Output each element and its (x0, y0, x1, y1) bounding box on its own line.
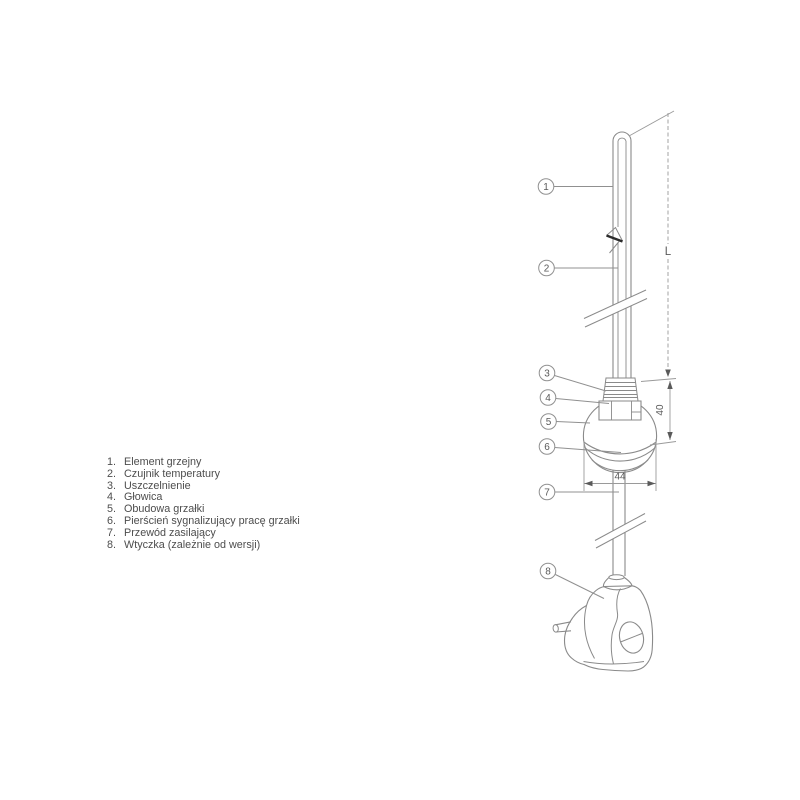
legend-item-label: Głowica (124, 491, 163, 504)
dimension-40-label: 40 (655, 404, 666, 416)
heating-element-tube (613, 132, 631, 380)
signal-ring-lower-edge (585, 448, 655, 461)
callout-2 (539, 260, 618, 276)
cord-break-symbol (595, 514, 646, 549)
legend-item-number: 1. (107, 456, 117, 468)
callout-5-number: 5 (545, 417, 552, 428)
callout-8-number: 8 (545, 566, 551, 578)
dimension-44 (584, 439, 656, 491)
legend-item-label: Uszczelnienie (124, 479, 191, 492)
legend-item-number: 4. (107, 491, 117, 504)
legend-item-number: 6. (107, 514, 117, 527)
legend-item-label: Wtyczka (zależnie od wersji) (124, 538, 261, 551)
gland-seal (603, 378, 638, 401)
legend-item-number: 5. (107, 503, 117, 516)
legend-item-label: Element grzejny (124, 456, 202, 468)
legend-item-number: 7. (107, 526, 117, 539)
legend-item-label: Przewód zasilający (124, 526, 216, 539)
dimension-44-label: 44 (614, 471, 626, 483)
callout-7-number: 7 (544, 487, 550, 499)
legend-item-label: Pierścień sygnalizujący pracę grzałki (124, 514, 300, 527)
callout-5 (541, 414, 590, 430)
dimension-40 (641, 379, 676, 446)
callout-7 (539, 484, 619, 500)
plug (553, 575, 653, 671)
callout-4-number: 4 (545, 393, 551, 404)
callout-1 (538, 179, 613, 195)
callout-4 (540, 390, 609, 406)
legend-item-label: Obudowa grzałki (124, 503, 205, 516)
callout-6 (539, 439, 621, 455)
callout-3-number: 3 (544, 368, 550, 380)
legend-item-number: 8. (107, 538, 117, 551)
legend-item-label: Czujnik temperatury (124, 467, 221, 480)
tube-break-symbol (584, 290, 647, 327)
callout-6-number: 6 (544, 442, 550, 453)
legend-item-number: 2. (107, 467, 117, 480)
dimension-L (629, 111, 674, 377)
callout-2-number: 2 (543, 263, 550, 275)
callout-3 (539, 365, 606, 391)
tube-cap (613, 132, 631, 141)
power-cord (613, 470, 625, 576)
head-nut (599, 401, 641, 420)
sphere-bottom-edge (592, 460, 648, 471)
callout-1-number: 1 (543, 182, 549, 193)
dimension-L-label: L (664, 246, 672, 258)
sensor-cutaway-flap (607, 228, 623, 254)
plug-body (565, 586, 653, 671)
legend-item-number: 3. (107, 479, 117, 492)
